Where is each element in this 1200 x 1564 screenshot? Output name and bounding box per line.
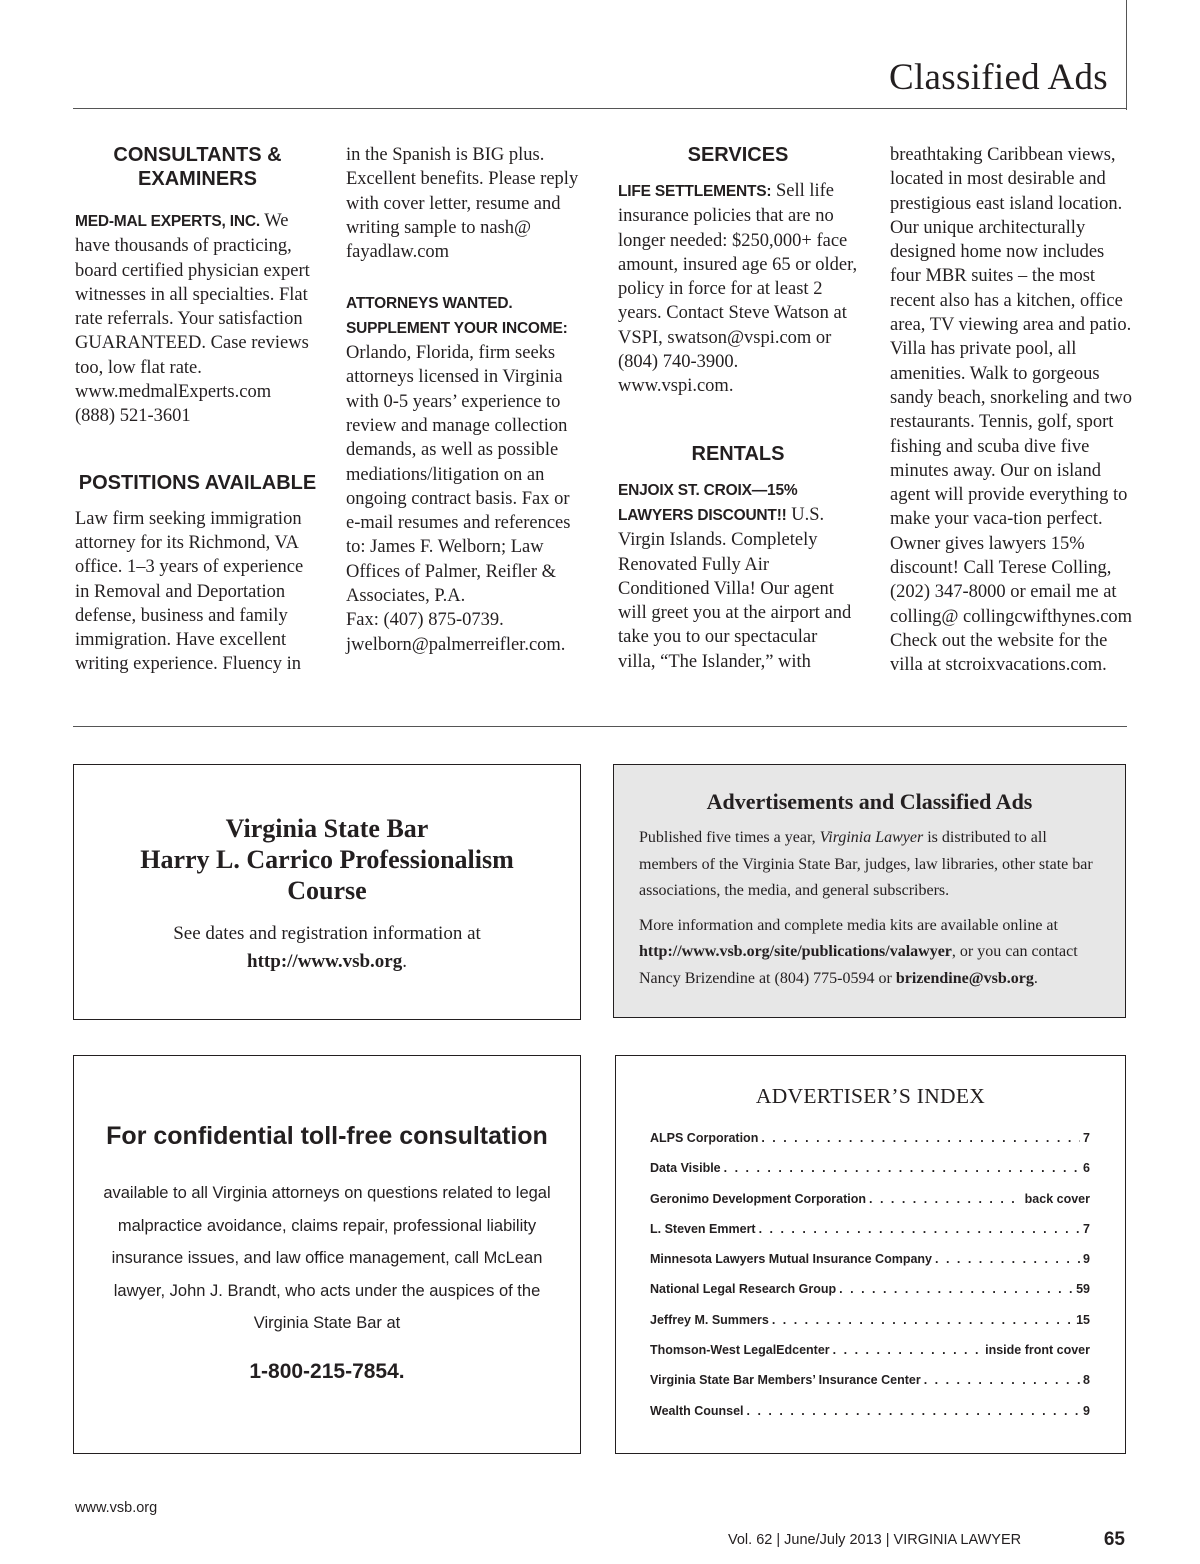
positions-heading: POSTITIONS AVAILABLE xyxy=(78,471,317,494)
index-page-ref: 15 xyxy=(1076,1312,1090,1327)
ads-p1-before: Published five times a year, xyxy=(639,829,816,846)
services-lead: LIFE SETTLEMENTS: xyxy=(618,183,772,200)
consultation-ad xyxy=(73,1055,581,1454)
consultants-text: We have thousands of practicing, board certified physician expert witnesses in all specialties. Flat rate referrals. Your satisfaction GUARANTEED. Case reviews too, low flat rate. xyxy=(75,211,310,378)
attorneys-text: Orlando, Florida, firm seeks attorneys licensed in Virginia with 0-5 years’ experience to review and manage collection demands, as well as possible mediations/litigation on an ongoing contract basis. Fax or e-mail resumes and references to: James F. Welborn; Law Offices of Palmer, Reifler & Associates, P.A. xyxy=(346,343,571,607)
index-leader-dots xyxy=(724,1161,1080,1175)
course-title-line-1: Virginia State Bar xyxy=(225,814,429,843)
positions-text: Law firm seeking immigration attorney for its Richmond, VA office. 1–3 years of experience in Removal and Deportation defense, business and family immigration. Have excellent writing experience. Fluency in xyxy=(75,508,304,675)
course-subtitle: See dates and registration information at xyxy=(173,923,481,944)
course-title xyxy=(74,813,580,906)
ads-p2-end: . xyxy=(1033,969,1038,987)
ads-p1-after: is distributed to all members of the Virginia State Bar, judges, law libraries, other state bar associations, the media, and general subscribers. xyxy=(639,829,1093,899)
rentals-heading: RENTALS xyxy=(691,442,785,465)
index-page-ref: 7 xyxy=(1083,1221,1090,1236)
index-leader-dots xyxy=(761,1131,1080,1145)
index-row xyxy=(650,1313,1090,1343)
column-1 xyxy=(75,143,320,677)
index-leader-dots xyxy=(924,1373,1080,1387)
rentals-ad xyxy=(618,478,858,673)
services-text: Sell life insurance policies that are no longer needed: $250,000+ face amount, insured age 65 or older, policy in force for at least 2 years. Contact Steve Watson at VSPI, swatson@vspi.com or (804) 740-3900. www.vspi.com. xyxy=(618,181,858,397)
ads-p2-before: More information and complete media kits are available online at xyxy=(639,916,1058,934)
rentals-continued: breathtaking Caribbean views, located in most desirable and prestigious east island location. Our unique architecturally designed home now includes four MBR suites – the most recent also has a kitchen, office area, TV viewing area and patio. Villa has private pool, all amenities. Walk to gorgeous sandy beach, snorkeling and two restaurants. Tennis, golf, sport fishing and scuba dive five minutes away. Our on island agent will provide everything to make your vaca-tion perfect. Owner gives lawyers 15% discount! Call Terese Colling, (202) 347-8000 or email me at colling@ collingcwifthynes.com Check out the website for the villa at stcroixvacations.com. xyxy=(890,145,1133,676)
professionalism-course-ad xyxy=(73,764,581,1020)
index-advertiser-name: Wealth Counsel xyxy=(650,1403,744,1418)
index-page-ref: 59 xyxy=(1076,1282,1090,1297)
rentals-lead: ENJOIX ST. CROIX—15% LAWYERS DISCOUNT!! xyxy=(618,481,798,524)
index-row xyxy=(650,1161,1090,1191)
section-divider xyxy=(73,726,1127,727)
positions-continued: in the Spanish is BIG plus. Excellent benefits. Please reply with cover letter, resume and writing sample to nash@ fayadlaw.com xyxy=(346,145,579,263)
attorneys-email: jwelborn@palmerreifler.com. xyxy=(346,634,566,655)
index-leader-dots xyxy=(833,1343,982,1357)
index-advertiser-name: L. Steven Emmert xyxy=(650,1221,756,1236)
ads-contact-email[interactable]: brizendine@vsb.org xyxy=(895,969,1034,987)
header-vertical-rule xyxy=(1126,0,1127,110)
index-page-ref: inside front cover xyxy=(985,1343,1090,1358)
footer-issue-info: Vol. 62 | June/July 2013 | VIRGINIA LAWYER xyxy=(728,1532,1022,1548)
index-row xyxy=(650,1222,1090,1252)
attorneys-fax: Fax: (407) 875-0739. xyxy=(346,610,504,631)
index-page-ref: 9 xyxy=(1083,1403,1090,1418)
services-ad xyxy=(618,179,858,399)
page-title: Classified Ads xyxy=(888,57,1108,98)
index-advertiser-name: Geronimo Development Corporation xyxy=(650,1191,866,1206)
attorneys-lead-1: ATTORNEYS WANTED. xyxy=(346,295,513,313)
index-page-ref: 8 xyxy=(1083,1373,1090,1388)
attorneys-ad xyxy=(346,292,586,656)
index-leader-dots xyxy=(759,1222,1080,1236)
course-url-suffix: . xyxy=(402,951,407,972)
advertisements-info-box xyxy=(613,764,1126,1018)
index-row xyxy=(650,1131,1090,1161)
index-leader-dots xyxy=(935,1252,1080,1266)
index-leader-dots xyxy=(839,1282,1073,1296)
header-rule xyxy=(73,108,1127,109)
advertiser-index-list xyxy=(650,1131,1090,1434)
index-leader-dots xyxy=(772,1313,1073,1327)
attorneys-lead-2: SUPPLEMENT YOUR INCOME: xyxy=(346,319,568,337)
consultants-phone: (888) 521-3601 xyxy=(75,406,191,427)
ads-p2-middle: , or you can contact Nancy Brizendine at (804) 775-0594 or xyxy=(639,943,1078,987)
rentals-text: U.S. Virgin Islands. Completely Renovated Fully Air Conditioned Villa! Our agent will greet you at the airport and take you to our spectacular villa, “The Islander,” with xyxy=(618,504,852,672)
index-page-ref: 6 xyxy=(1083,1161,1090,1176)
index-row xyxy=(650,1343,1090,1373)
index-row xyxy=(650,1252,1090,1282)
consultants-lead: MED-MAL EXPERTS, INC. xyxy=(75,213,260,230)
consultants-ad xyxy=(75,209,320,429)
advertisements-title: Advertisements and Classified Ads xyxy=(706,789,1033,814)
column-3 xyxy=(618,143,858,673)
index-advertiser-name: ALPS Corporation xyxy=(650,1131,759,1145)
advertiser-index-box xyxy=(615,1055,1126,1454)
index-leader-dots xyxy=(747,1404,1081,1418)
ads-media-kit-link[interactable]: http://www.vsb.org/site/publications/valawyer xyxy=(639,943,952,960)
course-title-line-3: Course xyxy=(287,876,367,905)
advertiser-index-title: ADVERTISER’S INDEX xyxy=(755,1084,986,1108)
consultation-title: For confidential toll-free consultation xyxy=(106,1122,548,1150)
footer-website[interactable]: www.vsb.org xyxy=(75,1500,158,1516)
course-title-line-2: Harry L. Carrico Professionalism xyxy=(140,845,514,874)
index-page-ref: 9 xyxy=(1083,1252,1090,1267)
footer-page-number: 65 xyxy=(1103,1529,1125,1550)
index-advertiser-name: Minnesota Lawyers Mutual Insurance Company xyxy=(650,1252,933,1267)
ads-publication-name: Virginia Lawyer xyxy=(819,829,924,846)
index-advertiser-name: Virginia State Bar Members’ Insurance Center xyxy=(650,1373,921,1388)
index-advertiser-name: Thomson-West LegalEdcenter xyxy=(650,1343,830,1358)
consultation-phone[interactable]: 1-800-215-7854. xyxy=(249,1359,405,1383)
column-4 xyxy=(890,143,1135,678)
consultants-heading: CONSULTANTS & EXAMINERS xyxy=(113,144,282,190)
index-advertiser-name: Data Visible xyxy=(650,1161,721,1176)
index-row xyxy=(650,1192,1090,1222)
index-advertiser-name: National Legal Research Group xyxy=(650,1282,837,1297)
consultants-website: www.medmalExperts.com xyxy=(75,382,272,403)
index-row xyxy=(650,1373,1090,1403)
advertisements-paragraph-1 xyxy=(639,825,1100,905)
column-2 xyxy=(346,143,586,657)
index-page-ref: back cover xyxy=(1024,1191,1090,1206)
course-url-link[interactable]: http://www.vsb.org xyxy=(247,951,403,972)
index-advertiser-name: Jeffrey M. Summers xyxy=(650,1312,769,1327)
index-leader-dots xyxy=(869,1192,1022,1206)
index-row xyxy=(650,1404,1090,1434)
consultation-body: available to all Virginia attorneys on questions related to legal malpractice avoidance, claims repair, professional liability insurance issues, and law office management, call McLean lawyer, John J. Brandt, who acts under the auspices of the Virginia State Bar at xyxy=(103,1184,551,1332)
advertisements-paragraph-2 xyxy=(639,913,1100,993)
course-url-line xyxy=(74,948,580,976)
index-page-ref: 7 xyxy=(1083,1131,1090,1145)
services-heading: SERVICES xyxy=(687,144,789,166)
index-row xyxy=(650,1282,1090,1312)
